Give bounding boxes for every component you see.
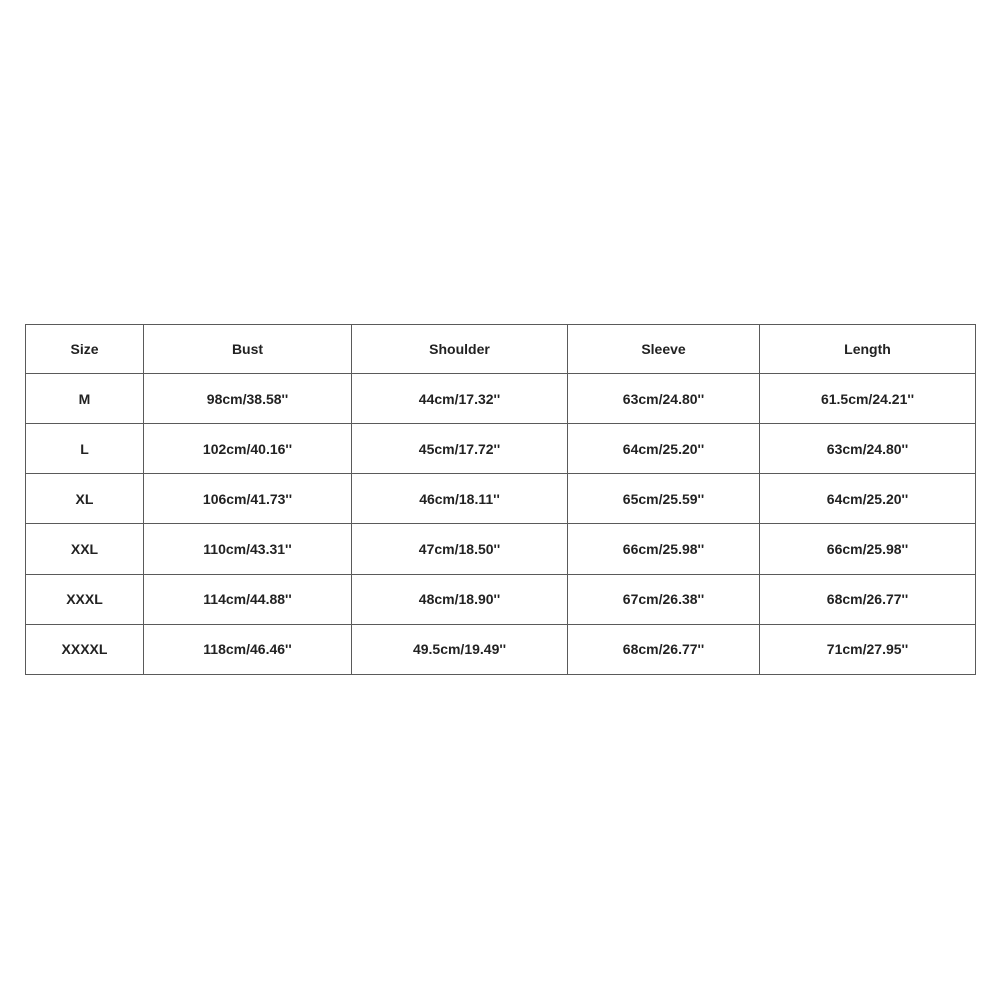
- header-size: Size: [26, 325, 144, 374]
- cell-length: 61.5cm/24.21'': [760, 374, 976, 424]
- cell-sleeve: 68cm/26.77'': [568, 624, 760, 674]
- cell-size: XXXL: [26, 574, 144, 624]
- header-bust: Bust: [144, 325, 352, 374]
- cell-size: XL: [26, 474, 144, 524]
- cell-shoulder: 49.5cm/19.49'': [352, 624, 568, 674]
- table-row: [26, 424, 976, 474]
- cell-bust: 98cm/38.58'': [144, 374, 352, 424]
- cell-sleeve: 63cm/24.80'': [568, 374, 760, 424]
- table-row: [26, 374, 976, 424]
- table-row: [26, 624, 976, 674]
- cell-size: L: [26, 424, 144, 474]
- cell-shoulder: 45cm/17.72'': [352, 424, 568, 474]
- cell-shoulder: 47cm/18.50'': [352, 524, 568, 574]
- cell-shoulder: 46cm/18.11'': [352, 474, 568, 524]
- cell-bust: 102cm/40.16'': [144, 424, 352, 474]
- cell-bust: 106cm/41.73'': [144, 474, 352, 524]
- table-header-row: [26, 325, 976, 374]
- cell-sleeve: 67cm/26.38'': [568, 574, 760, 624]
- cell-size: XXL: [26, 524, 144, 574]
- cell-length: 63cm/24.80'': [760, 424, 976, 474]
- cell-length: 64cm/25.20'': [760, 474, 976, 524]
- cell-bust: 110cm/43.31'': [144, 524, 352, 574]
- cell-length: 68cm/26.77'': [760, 574, 976, 624]
- cell-sleeve: 65cm/25.59'': [568, 474, 760, 524]
- cell-bust: 118cm/46.46'': [144, 624, 352, 674]
- size-chart-table: [25, 324, 976, 675]
- header-sleeve: Sleeve: [568, 325, 760, 374]
- cell-size: M: [26, 374, 144, 424]
- header-shoulder: Shoulder: [352, 325, 568, 374]
- cell-sleeve: 64cm/25.20'': [568, 424, 760, 474]
- header-length: Length: [760, 325, 976, 374]
- cell-shoulder: 44cm/17.32'': [352, 374, 568, 424]
- cell-length: 66cm/25.98'': [760, 524, 976, 574]
- table-row: [26, 474, 976, 524]
- table-row: [26, 574, 976, 624]
- cell-sleeve: 66cm/25.98'': [568, 524, 760, 574]
- cell-size: XXXXL: [26, 624, 144, 674]
- cell-length: 71cm/27.95'': [760, 624, 976, 674]
- cell-bust: 114cm/44.88'': [144, 574, 352, 624]
- cell-shoulder: 48cm/18.90'': [352, 574, 568, 624]
- table-row: [26, 524, 976, 574]
